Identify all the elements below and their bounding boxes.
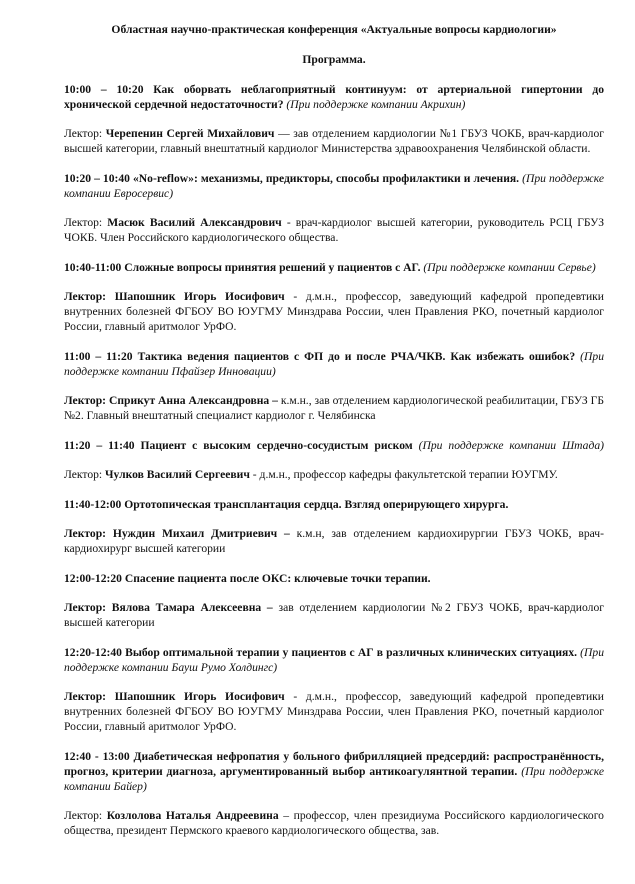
lector-label: Лектор:	[64, 394, 107, 407]
lector-7	[64, 600, 604, 630]
talk-3	[64, 260, 604, 275]
lector-details: - врач-кардиолог высшей категории, руководитель РСЦ ГБУЗ ЧОКБ. Член Российского кардиологического общества.	[64, 216, 605, 244]
talk-sponsor: (При поддержке компании Акрихин)	[286, 98, 466, 111]
talk-title: 10:00 – 10:20 Как оборвать неблагоприятный континуум: от артериальной гипертонии до хронической сердечной недостаточности?	[64, 83, 604, 111]
lector-4	[64, 393, 604, 423]
lector-details: — зав отделением кардиологии №1 ГБУЗ ЧОКБ, врач-кардиолог высшей категории, главный внештатный кардиолог Министерства здравоохранения Челябинской области.	[64, 127, 604, 155]
talk-title: 11:00 – 11:20 Тактика ведения пациентов с ФП до и после РЧА/ЧКВ. Как избежать ошибок?	[64, 350, 576, 363]
lector-name: Вялова Тамара Алексеевна –	[111, 601, 273, 614]
lector-label: Лектор:	[64, 216, 103, 229]
talk-sponsor: (При поддержке компании Байер)	[64, 765, 605, 793]
lector-label: Лектор:	[64, 809, 103, 822]
lector-details: - д.м.н., профессор кафедры факультетской терапии ЮУГМУ.	[252, 468, 558, 481]
lector-name: Шапошник Игорь Иосифович	[114, 290, 285, 303]
talk-sponsor: (При поддержке компании Бауш Румо Холдингс)	[64, 646, 604, 674]
talk-8	[64, 645, 604, 675]
lector-name: Нуждин Михаил Дмитриевич –	[112, 527, 290, 540]
talk-sponsor: (При поддержке компании Пфайзер Инновации)	[64, 350, 604, 378]
lector-name: Масюк Василий Александрович	[107, 216, 282, 229]
lector-9	[64, 808, 604, 838]
talk-2	[64, 171, 604, 201]
lector-1	[64, 126, 604, 156]
lector-5	[64, 467, 604, 482]
program-page	[64, 22, 604, 838]
talk-4	[64, 349, 604, 379]
talk-sponsor: (При поддержке компании Сервье)	[423, 261, 596, 274]
lector-label: Лектор:	[64, 601, 107, 614]
talk-sponsor: (При поддержке компании Евросервис)	[64, 172, 604, 200]
talk-title: 12:00-12:20 Спасение пациента после ОКС: ключевые точки терапии.	[64, 572, 431, 585]
lector-label: Лектор:	[64, 468, 103, 481]
talk-6	[64, 497, 604, 512]
lector-3	[64, 289, 604, 334]
conference-title: Областная научно-практическая конференция «Актуальные вопросы кардиологии»	[111, 23, 557, 36]
lector-2	[64, 215, 604, 245]
lector-details: зав отделением кардиологии №2 ГБУЗ ЧОКБ, врач-кардиолог высшей категории	[64, 601, 604, 629]
program-heading: Программа.	[302, 53, 366, 66]
talk-title: 10:40-11:00 Сложные вопросы принятия решений у пациентов с АГ.	[64, 261, 421, 274]
lector-name: Чулков Василий Сергеевич	[105, 468, 250, 481]
talk-title: 10:20 – 10:40 «No-reflow»: механизмы, предикторы, способы профилактики и лечения.	[64, 172, 520, 185]
lector-label: Лектор:	[64, 527, 107, 540]
lector-details: - д.м.н., профессор, заведующий кафедрой пропедевтики внутренних болезней ФГБОУ ВО ЮУГМУ Минздрава России, член Правления РКО, почетный кардиолог России, главный аритмолог УрФО.	[64, 690, 605, 733]
lector-8	[64, 689, 604, 734]
lector-label: Лектор:	[64, 127, 103, 140]
lector-6	[64, 526, 604, 556]
talk-7	[64, 571, 604, 586]
lector-name: Козлолова Наталья Андреевина	[106, 809, 279, 822]
talk-title: 11:20 – 11:40 Пациент с высоким сердечно-сосудистым риском	[64, 439, 413, 452]
lector-details: к.м.н, зав отделением кардиохирургии ГБУЗ ЧОКБ, врач-кардиохирург высшей категории	[64, 527, 604, 555]
talk-title: 11:40-12:00 Ортотопическая трансплантация сердца. Взгляд оперирующего хирурга.	[64, 498, 509, 511]
lector-details: - д.м.н., профессор, заведующий кафедрой пропедевтики внутренних болезней ФГБОУ ВО ЮУГМУ Минздрава России, член Правления РКО, почетный кардиолог России, главный аритмолог УрФО.	[64, 290, 605, 333]
lector-name: Черепенин Сергей Михайлович	[105, 127, 275, 140]
lector-label: Лектор:	[64, 290, 107, 303]
talk-title: 12:20-12:40 Выбор оптимальной терапии у пациентов с АГ в различных клинических ситуациях.	[64, 646, 578, 659]
lector-name: Сприкут Анна Александровна –	[108, 394, 278, 407]
lector-details: к.м.н., зав отделением кардиологической реабилитации, ГБУЗ ГБ №2. Главный внештатный специалист кардиолог г. Челябинска	[64, 394, 604, 422]
talk-1	[64, 82, 604, 112]
lector-details: – профессор, член президиума Российского кардиологического общества, президент Пермского краевого кардиологического общества, зав.	[64, 809, 604, 837]
lector-label: Лектор:	[64, 690, 107, 703]
talk-9	[64, 749, 604, 794]
talk-title: 12:40 - 13:00 Диабетическая нефропатия у больного фибрилляцией предсердий: распространённость, прогноз, критерии диагноза, аргументированный выбор антикоагулянтной терапии.	[64, 750, 604, 778]
talk-sponsor: (При поддержке компании Штада)	[418, 439, 604, 452]
lector-name: Шапошник Игорь Иосифович	[114, 690, 285, 703]
talk-5	[64, 438, 604, 453]
